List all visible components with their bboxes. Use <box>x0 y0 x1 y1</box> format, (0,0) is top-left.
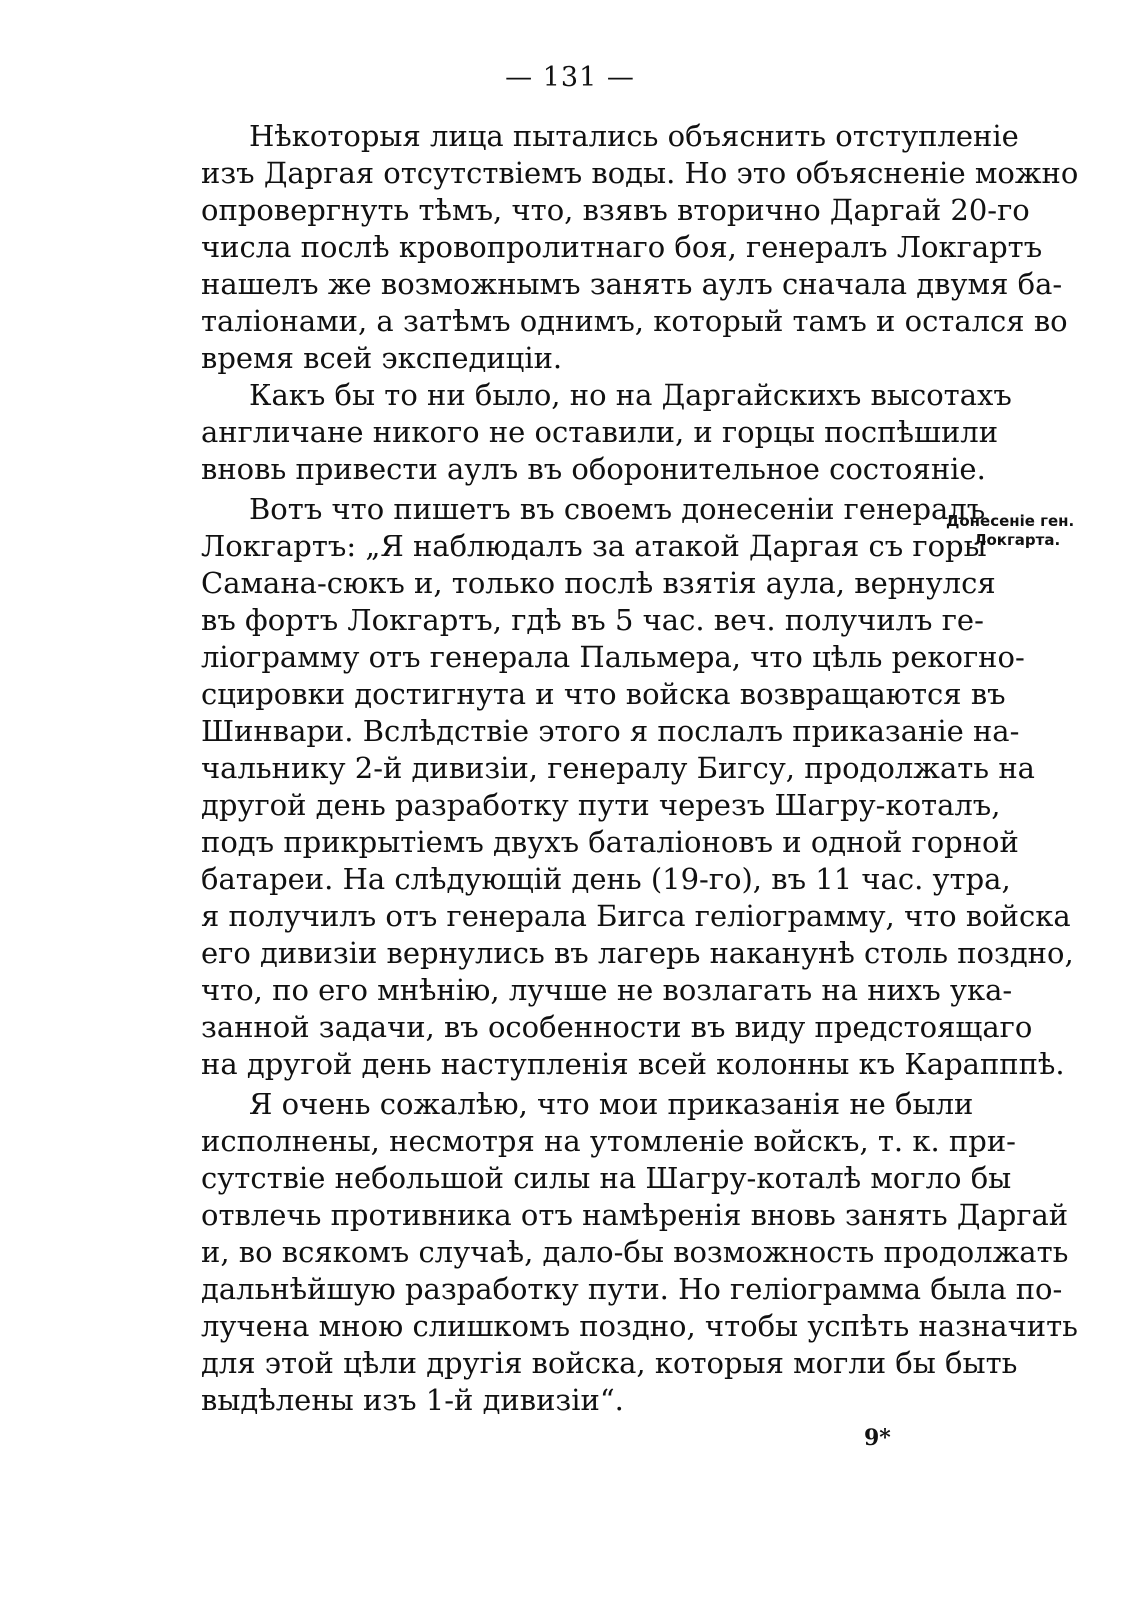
text-line: что, по его мнѣнію, лучше не возлагать на нихъ ука- <box>201 973 1013 1007</box>
text-line: таліонами, а затѣмъ однимъ, который тамъ и остался во <box>201 304 1068 338</box>
text-line: лучена мною слишкомъ поздно, чтобы успѣть назначить <box>201 1309 1078 1343</box>
text-line: Вотъ что пишетъ въ своемъ донесеніи генералъ <box>249 492 986 526</box>
text-line: его дивизіи вернулись въ лагерь наканунѣ столь поздно, <box>201 936 1074 970</box>
margin-note-line-1: Донесеніе ген. <box>946 512 1075 530</box>
signature-mark: 9* <box>864 1425 891 1451</box>
text-line: отвлечь противника отъ намѣренія вновь занять Даргай <box>201 1198 1069 1232</box>
text-line: сутствіе небольшой силы на Шагру-коталѣ могло бы <box>201 1161 1012 1195</box>
text-line: Нѣкоторыя лица пытались объяснить отступленіе <box>249 119 1019 153</box>
text-line: на другой день наступленія всей колонны къ Карапппѣ. <box>201 1047 1065 1081</box>
text-line: опровергнуть тѣмъ, что, взявъ вторично Даргай 20-го <box>201 193 1030 227</box>
text-line: занной задачи, въ особенности въ виду предстоящаго <box>201 1010 1033 1044</box>
text-line: нашелъ же возможнымъ занять аулъ сначала двумя ба- <box>201 267 1063 301</box>
text-line: батареи. На слѣдующій день (19-го), въ 11 час. утра, <box>201 862 1011 896</box>
text-line: англичане никого не оставили, и горцы поспѣшили <box>201 415 999 449</box>
text-line: другой день разработку пути черезъ Шагру-коталъ, <box>201 788 1001 822</box>
text-line: Локгартъ: „Я наблюдалъ за атакой Даргая съ горы <box>201 529 987 563</box>
text-line: Шинвари. Вслѣдствіе этого я послалъ приказаніе на- <box>201 714 1020 748</box>
text-line: подъ прикрытіемъ двухъ баталіоновъ и одной горной <box>201 825 1019 859</box>
text-line: дальнѣйшую разработку пути. Но геліограмма была по- <box>201 1272 1063 1306</box>
text-line: время всей экспедиціи. <box>201 341 563 375</box>
text-line: вновь привести аулъ въ оборонительное состояніе. <box>201 452 986 486</box>
page-number: — 131 — <box>505 62 635 93</box>
text-line: изъ Даргая отсутствіемъ воды. Но это объясненіе можно <box>201 156 1079 190</box>
text-line: я получилъ отъ генерала Бигса геліограмму, что войска <box>201 899 1071 933</box>
text-line: для этой цѣли другія войска, которыя могли бы быть <box>201 1346 1018 1380</box>
text-line: и, во всякомъ случаѣ, дало-бы возможность продолжать <box>201 1235 1069 1269</box>
text-line: выдѣлены изъ 1-й дивизіи“. <box>201 1383 624 1417</box>
text-line: Самана-сюкъ и, только послѣ взятія аула, вернулся <box>201 566 996 600</box>
text-line: въ фортъ Локгартъ, гдѣ въ 5 час. веч. получилъ ге- <box>201 603 984 637</box>
margin-note-line-2: Локгарта. <box>974 531 1061 549</box>
text-line: числа послѣ кровопролитнаго боя, генералъ Локгартъ <box>201 230 1043 264</box>
text-line: чальнику 2-й дивизіи, генералу Бигсу, продолжать на <box>201 751 1035 785</box>
text-line: исполнены, несмотря на утомленіе войскъ, т. к. при- <box>201 1124 1016 1158</box>
text-line: ліограмму отъ генерала Пальмера, что цѣль рекогно- <box>201 640 1025 674</box>
text-line: Я очень сожалѣю, что мои приказанія не были <box>249 1087 974 1121</box>
text-line: Какъ бы то ни было, но на Даргайскихъ высотахъ <box>249 378 1012 412</box>
text-line: сцировки достигнута и что войска возвращаются въ <box>201 677 1006 711</box>
